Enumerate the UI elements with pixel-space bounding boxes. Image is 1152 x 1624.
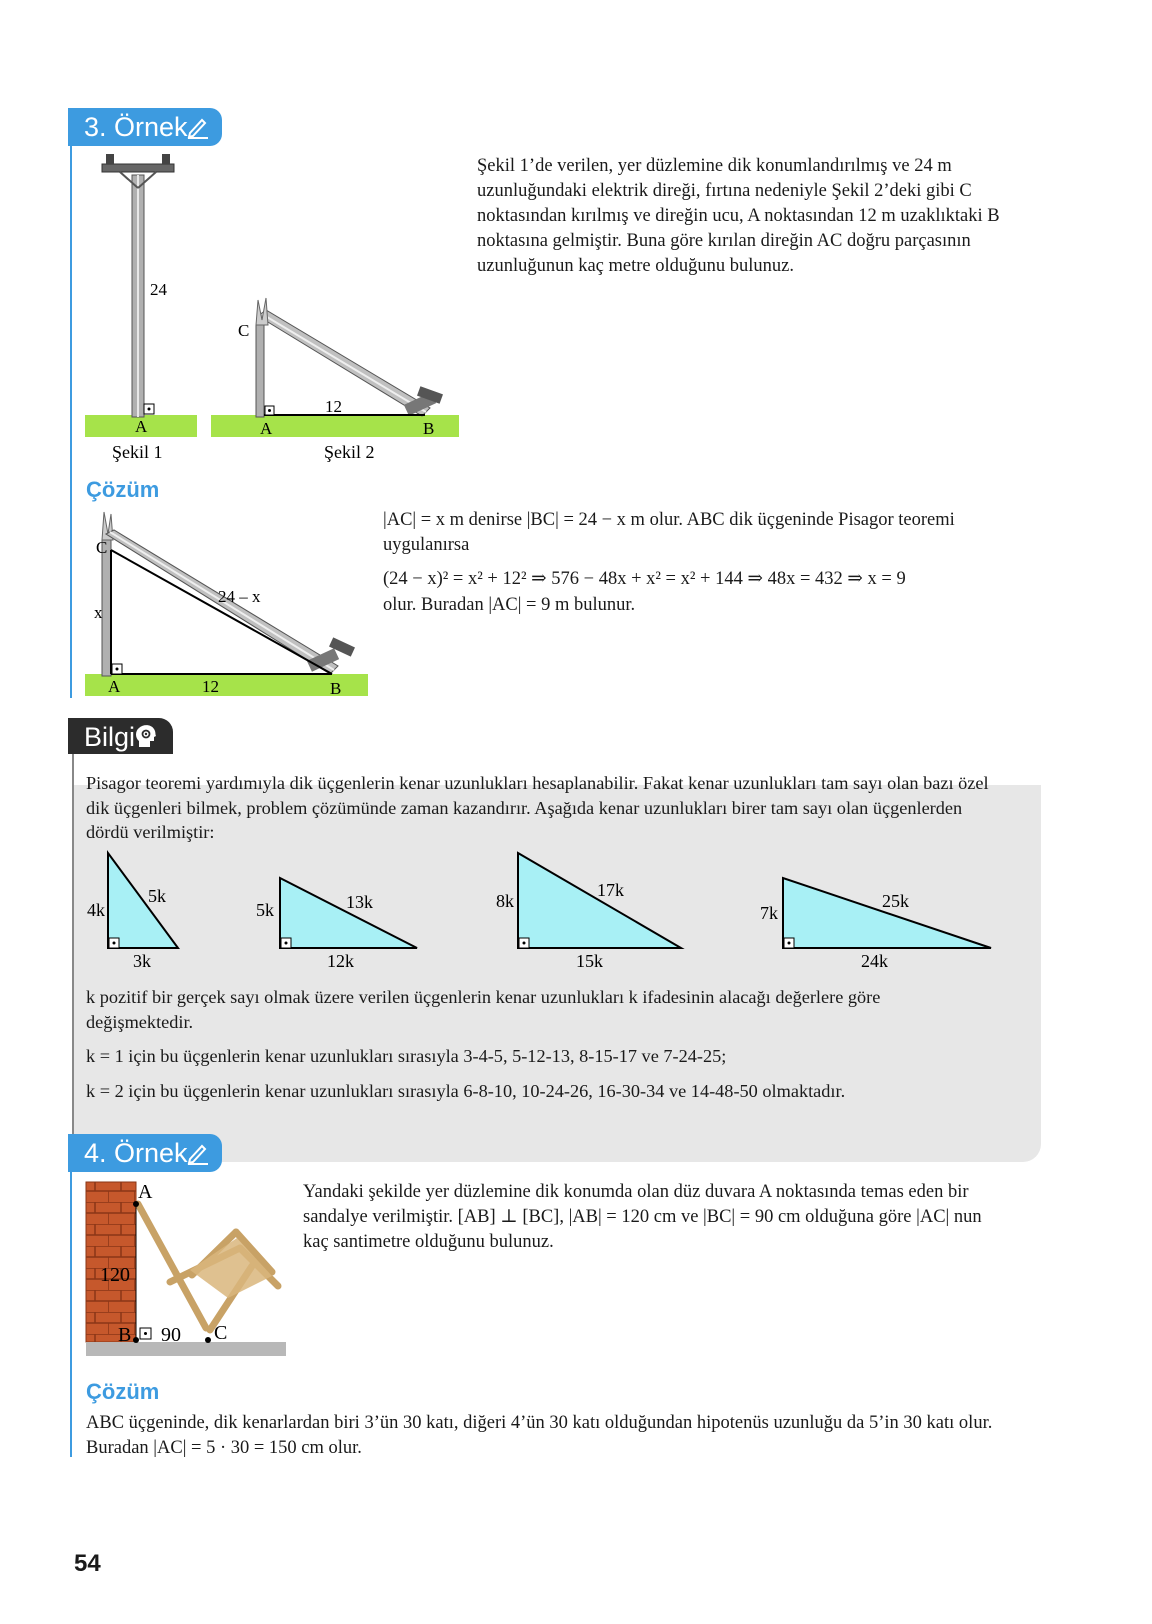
info-margin-line [72, 752, 74, 1162]
example3-solution-line3: olur. Buradan |AC| = 9 m bulunur. [383, 595, 636, 615]
solution-pole-stump [102, 540, 111, 676]
fig4-label-90: 90 [161, 1324, 181, 1346]
solution-label-x: x [94, 603, 103, 622]
example3-solution-figure [80, 510, 380, 700]
example3-solution-title: Çözüm [86, 477, 160, 502]
fig4-label-120: 120 [100, 1264, 130, 1286]
fig2-label-12: 12 [325, 397, 342, 416]
triangle4-leg-v: 7k [760, 903, 778, 923]
fig2-ground [211, 415, 459, 437]
triangle3-leg-v: 8k [496, 891, 514, 911]
example4-solution-title: Çözüm [86, 1379, 160, 1404]
pencil-icon [186, 1141, 210, 1165]
example3-solution-line1: |AC| = x m denirse |BC| = 24 − x m olur. ABC dik üçgeninde Pisagor teoremi uygulanırsa [383, 510, 955, 555]
fig4-label-C: C [214, 1322, 228, 1344]
info-title: Bilgi [84, 722, 136, 752]
info-note3: k = 2 için bu üçgenlerin kenar uzunlukları sırasıyla 6-8-10, 10-24-26, 16-30-34 ve 14-48-50 olmaktadır. [86, 1081, 846, 1101]
example3-solution-line2: (24 − x)² = x² + 12² ⇒ 576 − 48x + x² = x² + 144 ⇒ 48x = 432 ⇒ x = 9 [383, 569, 906, 589]
triangle2-leg-v: 5k [256, 900, 274, 920]
example3-title: 3. Örnek [84, 112, 188, 142]
info-note1: k pozitif bir gerçek sayı olmak üzere verilen üçgenlerin kenar uzunlukları k ifadesinin alacağı değerlere göre değişmektedir. [86, 987, 881, 1032]
example3-margin-line [70, 146, 72, 698]
example4-problem: Yandaki şekilde yer düzlemine dik konumda olan düz duvara A noktasında temas eden bir sandalye verilmiştir. [AB] ⊥ [BC], |AB| = 120 cm ve |BC| = 90 cm olduğuna göre |AC| nun kaç santimetre olduğunu bulunuz. [303, 1182, 982, 1252]
pencil-icon [186, 115, 210, 139]
fig2-label-C: C [238, 321, 250, 340]
fig2-pole-stump [256, 325, 264, 417]
solution-label-B: B [330, 679, 342, 698]
fig1-label-A: A [135, 417, 148, 436]
triangle1-leg-h: 3k [133, 951, 151, 971]
triangle2-leg-h: 12k [327, 951, 354, 971]
info-triangles [80, 845, 1000, 975]
triangle2-hyp: 13k [346, 892, 373, 912]
triangle-7-24-25 [783, 878, 991, 948]
info-note2: k = 1 için bu üçgenlerin kenar uzunlukları sırasıyla 3-4-5, 5-12-13, 8-15-17 ve 7-24-25; [86, 1046, 727, 1066]
example4-margin-line [70, 1172, 72, 1457]
example4-solution: ABC üçgeninde, dik kenarlardan biri 3’ün 30 katı, diğeri 4’ün 30 katı olduğundan hipotenüs uzunluğu da 5’in 30 katı olur. Buradan |AC| = 5 · 30 = 150 cm olur. [86, 1413, 993, 1458]
solution-label-hyp: 24 – x [218, 587, 261, 606]
fig1-caption: Şekil 1 [112, 442, 163, 462]
example3-tab [68, 108, 222, 146]
fig2-caption: Şekil 2 [324, 442, 375, 462]
example4-title: 4. Örnek [84, 1138, 188, 1168]
page-number: 54 [74, 1550, 101, 1577]
info-intro: Pisagor teoremi yardımıyla dik üçgenlerin kenar uzunlukları hesaplanabilir. Fakat kenar uzunlukları tam sayı olan bazı özel dik üçgenleri bilmek, problem çözümünde zaman kazandırır. Aşağıda kenar uzunlukları birer tam sayı olan üçgenlerden dördü verilmiştir: [86, 773, 989, 842]
solution-label-12: 12 [202, 677, 219, 696]
triangle-8-15-17 [518, 853, 681, 948]
point-C [205, 1337, 211, 1343]
info-tab [68, 718, 173, 754]
triangle4-leg-h: 24k [861, 951, 888, 971]
fig2-label-B: B [423, 419, 435, 438]
solution-ground [85, 674, 368, 696]
fig4-label-A: A [138, 1181, 153, 1203]
example4-figure [82, 1180, 292, 1360]
fig4-label-B: B [118, 1324, 132, 1346]
triangle-5-12-13 [280, 878, 417, 948]
point-B [133, 1337, 139, 1343]
solution-label-A: A [108, 677, 121, 696]
triangle-3-4-5 [108, 853, 178, 948]
solution-label-C: C [96, 538, 108, 557]
fig1-label-24: 24 [150, 280, 167, 299]
example3-figures [80, 150, 480, 470]
example4-tab [68, 1134, 222, 1172]
brick-wall [86, 1182, 136, 1342]
example3-problem: Şekil 1’de verilen, yer düzlemine dik konumlandırılmış ve 24 m uzunluğundaki elektrik direği, fırtına nedeniyle Şekil 2’deki gibi C noktasından kırılmış ve direğin ucu, A noktasından 12 m uzaklıktaki B noktasına gelmiştir. Buna göre kırılan direğin AC doğru parçasının uzunluğunun kaç metre olduğunu bulunuz. [477, 156, 1000, 276]
triangle1-leg-v: 4k [87, 900, 105, 920]
ground [86, 1342, 286, 1356]
head-gears-icon [134, 723, 158, 749]
fig2-label-A: A [260, 419, 273, 438]
triangle3-leg-h: 15k [576, 951, 603, 971]
triangle4-hyp: 25k [882, 891, 909, 911]
triangle1-hyp: 5k [148, 886, 166, 906]
triangle3-hyp: 17k [597, 880, 624, 900]
